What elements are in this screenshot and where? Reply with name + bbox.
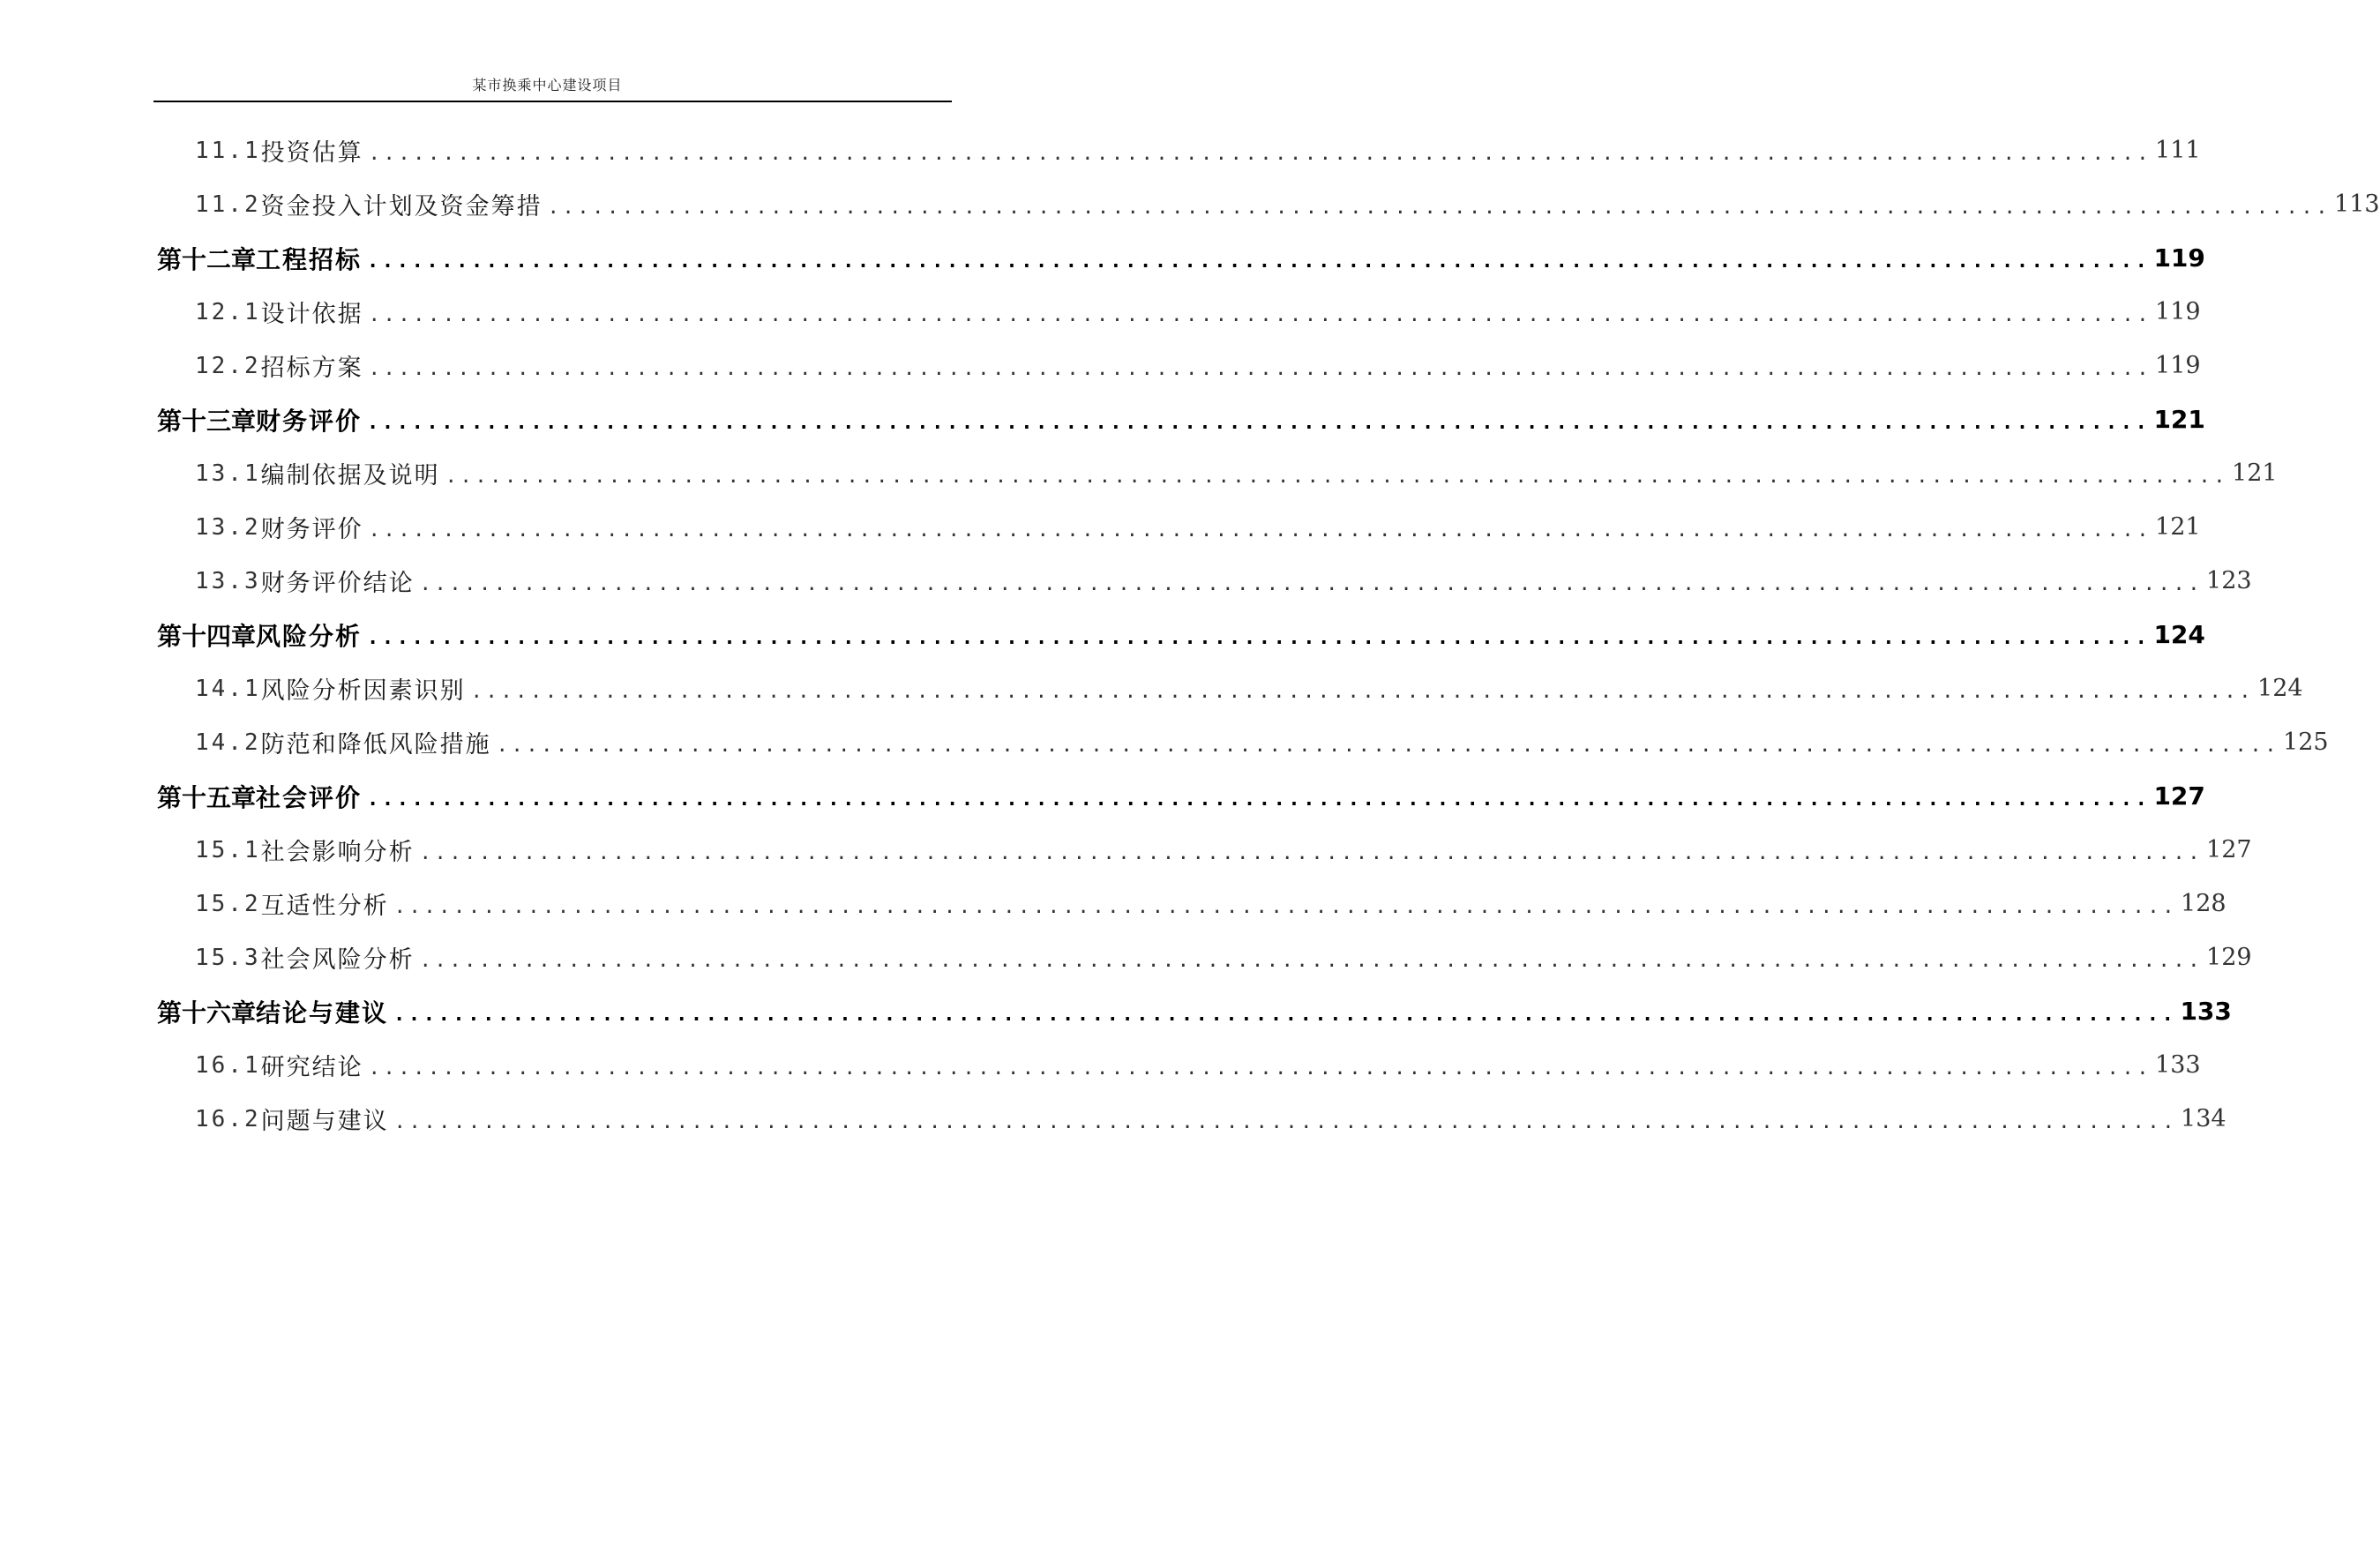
toc-number: 13.1 <box>195 460 261 487</box>
toc-title: 财务评价结论 <box>260 570 415 597</box>
toc-page-number: 123 <box>2206 567 2252 594</box>
toc-number: 15.2 <box>195 890 261 917</box>
toc-title: 社会影响分析 <box>260 839 415 866</box>
toc-page-number: 113 <box>2334 191 2380 218</box>
toc-page-number: 134 <box>2181 1105 2227 1132</box>
toc-chapter-title: 结论与建议 <box>256 998 389 1028</box>
toc-entry-15-3[interactable] <box>0 930 2252 984</box>
toc-chapter-15[interactable] <box>0 769 2205 823</box>
toc-number: 16.1 <box>195 1051 261 1079</box>
toc-entry-16-1[interactable] <box>0 1038 2201 1092</box>
dot-leader: ........................................................................................................................ <box>470 680 2255 703</box>
dot-leader: ........................................................................................................................ <box>368 303 2152 326</box>
toc-chapter-number: 第十六章 <box>157 998 257 1028</box>
dot-leader: ........................................................................................................................ <box>445 465 2229 488</box>
toc-title: 财务评价 <box>260 516 363 543</box>
toc-chapter-number: 第十五章 <box>157 782 257 812</box>
dot-leader: ........................................................................................................................ <box>393 1003 2177 1026</box>
toc-page-number: 133 <box>2155 1051 2201 1079</box>
toc-entry-13-2[interactable] <box>0 500 2201 554</box>
dot-leader: ........................................................................................................................ <box>367 788 2151 811</box>
toc-number: 13.2 <box>195 513 261 541</box>
toc-chapter-number: 第十四章 <box>157 621 257 651</box>
toc-entry-15-1[interactable] <box>0 823 2252 877</box>
toc-entry-12-1[interactable] <box>0 285 2201 339</box>
toc-title: 投资估算 <box>260 139 363 167</box>
toc-number: 11.2 <box>195 191 261 218</box>
toc-page-number: 129 <box>2206 944 2252 971</box>
header-divider <box>153 101 952 102</box>
toc-chapter-title: 工程招标 <box>256 244 363 274</box>
toc-page-number: 128 <box>2181 890 2227 917</box>
toc-chapter-16[interactable] <box>0 984 2232 1038</box>
toc-chapter-number: 第十二章 <box>157 244 257 274</box>
toc-number: 14.1 <box>195 675 261 702</box>
dot-leader: ........................................................................................................................ <box>419 949 2204 972</box>
dot-leader: ........................................................................................................................ <box>367 626 2151 649</box>
toc-entry-13-3[interactable] <box>0 554 2252 608</box>
dot-leader: ........................................................................................................................ <box>368 142 2152 165</box>
toc-chapter-title: 社会评价 <box>256 782 363 812</box>
dot-leader: ........................................................................................................................ <box>368 1057 2152 1080</box>
toc-page-number: 124 <box>2257 675 2303 702</box>
toc-title: 问题与建议 <box>260 1108 389 1135</box>
toc-page-number: 127 <box>2153 781 2205 811</box>
toc-title: 招标方案 <box>260 355 363 382</box>
toc-chapter-title: 财务评价 <box>256 406 363 436</box>
toc-chapter-13[interactable] <box>0 392 2205 446</box>
toc-entry-14-1[interactable] <box>0 661 2303 715</box>
toc-number: 15.3 <box>195 944 261 971</box>
toc-title: 社会风险分析 <box>260 946 415 974</box>
toc-chapter-14[interactable] <box>0 608 2205 661</box>
toc-page-number: 124 <box>2153 620 2205 649</box>
toc-entry-11-2[interactable] <box>0 177 2380 231</box>
toc-title: 互适性分析 <box>260 893 389 920</box>
toc-page-number: 119 <box>2155 352 2201 379</box>
toc-page-number: 111 <box>2155 137 2201 164</box>
dot-leader: ........................................................................................................................ <box>367 411 2151 434</box>
toc-chapter-12[interactable] <box>0 231 2205 285</box>
toc-entry-12-2[interactable] <box>0 339 2201 392</box>
dot-leader: ........................................................................................................................ <box>368 519 2152 542</box>
toc-entry-15-2[interactable] <box>0 877 2227 930</box>
toc-number: 16.2 <box>195 1105 261 1132</box>
toc-page-number: 133 <box>2180 997 2232 1026</box>
toc-title: 设计依据 <box>260 301 363 328</box>
toc-entry-16-2[interactable] <box>0 1092 2227 1146</box>
dot-leader: ........................................................................................................................ <box>547 196 2331 219</box>
toc-title: 编制依据及说明 <box>260 462 440 490</box>
toc-number: 12.1 <box>195 298 261 325</box>
toc-number: 15.1 <box>195 836 261 863</box>
toc-number: 13.3 <box>195 567 261 594</box>
toc-page-number: 121 <box>2155 513 2201 541</box>
toc-entry-13-1[interactable] <box>0 446 2278 500</box>
dot-leader: ........................................................................................................................ <box>368 357 2152 380</box>
dot-leader: ........................................................................................................................ <box>367 250 2151 273</box>
toc-page-number: 119 <box>2155 298 2201 325</box>
dot-leader: ........................................................................................................................ <box>496 734 2280 757</box>
toc-title: 风险分析因素识别 <box>260 677 466 705</box>
dot-leader: ........................................................................................................................ <box>393 895 2178 918</box>
toc-page-number: 121 <box>2232 460 2278 487</box>
toc-page-number: 125 <box>2283 729 2329 756</box>
toc-number: 14.2 <box>195 729 261 756</box>
toc-title: 资金投入计划及资金筹措 <box>260 193 543 220</box>
toc-page-number: 127 <box>2206 836 2252 863</box>
toc-number: 11.1 <box>195 137 261 164</box>
dot-leader: ........................................................................................................................ <box>419 841 2204 864</box>
toc-number: 12.2 <box>195 352 261 379</box>
dot-leader: ........................................................................................................................ <box>393 1110 2178 1133</box>
dot-leader: ........................................................................................................................ <box>419 572 2204 595</box>
toc-entry-14-2[interactable] <box>0 715 2329 769</box>
toc-chapter-number: 第十三章 <box>157 406 257 436</box>
toc-title: 研究结论 <box>260 1054 363 1081</box>
table-of-contents <box>0 123 2380 1146</box>
toc-chapter-title: 风险分析 <box>256 621 363 651</box>
toc-page-number: 119 <box>2153 243 2205 273</box>
toc-title: 防范和降低风险措施 <box>260 731 491 759</box>
running-header: 某市换乘中心建设项目 <box>472 77 623 93</box>
toc-entry-11-1[interactable] <box>0 123 2201 177</box>
toc-page-number: 121 <box>2153 405 2205 434</box>
